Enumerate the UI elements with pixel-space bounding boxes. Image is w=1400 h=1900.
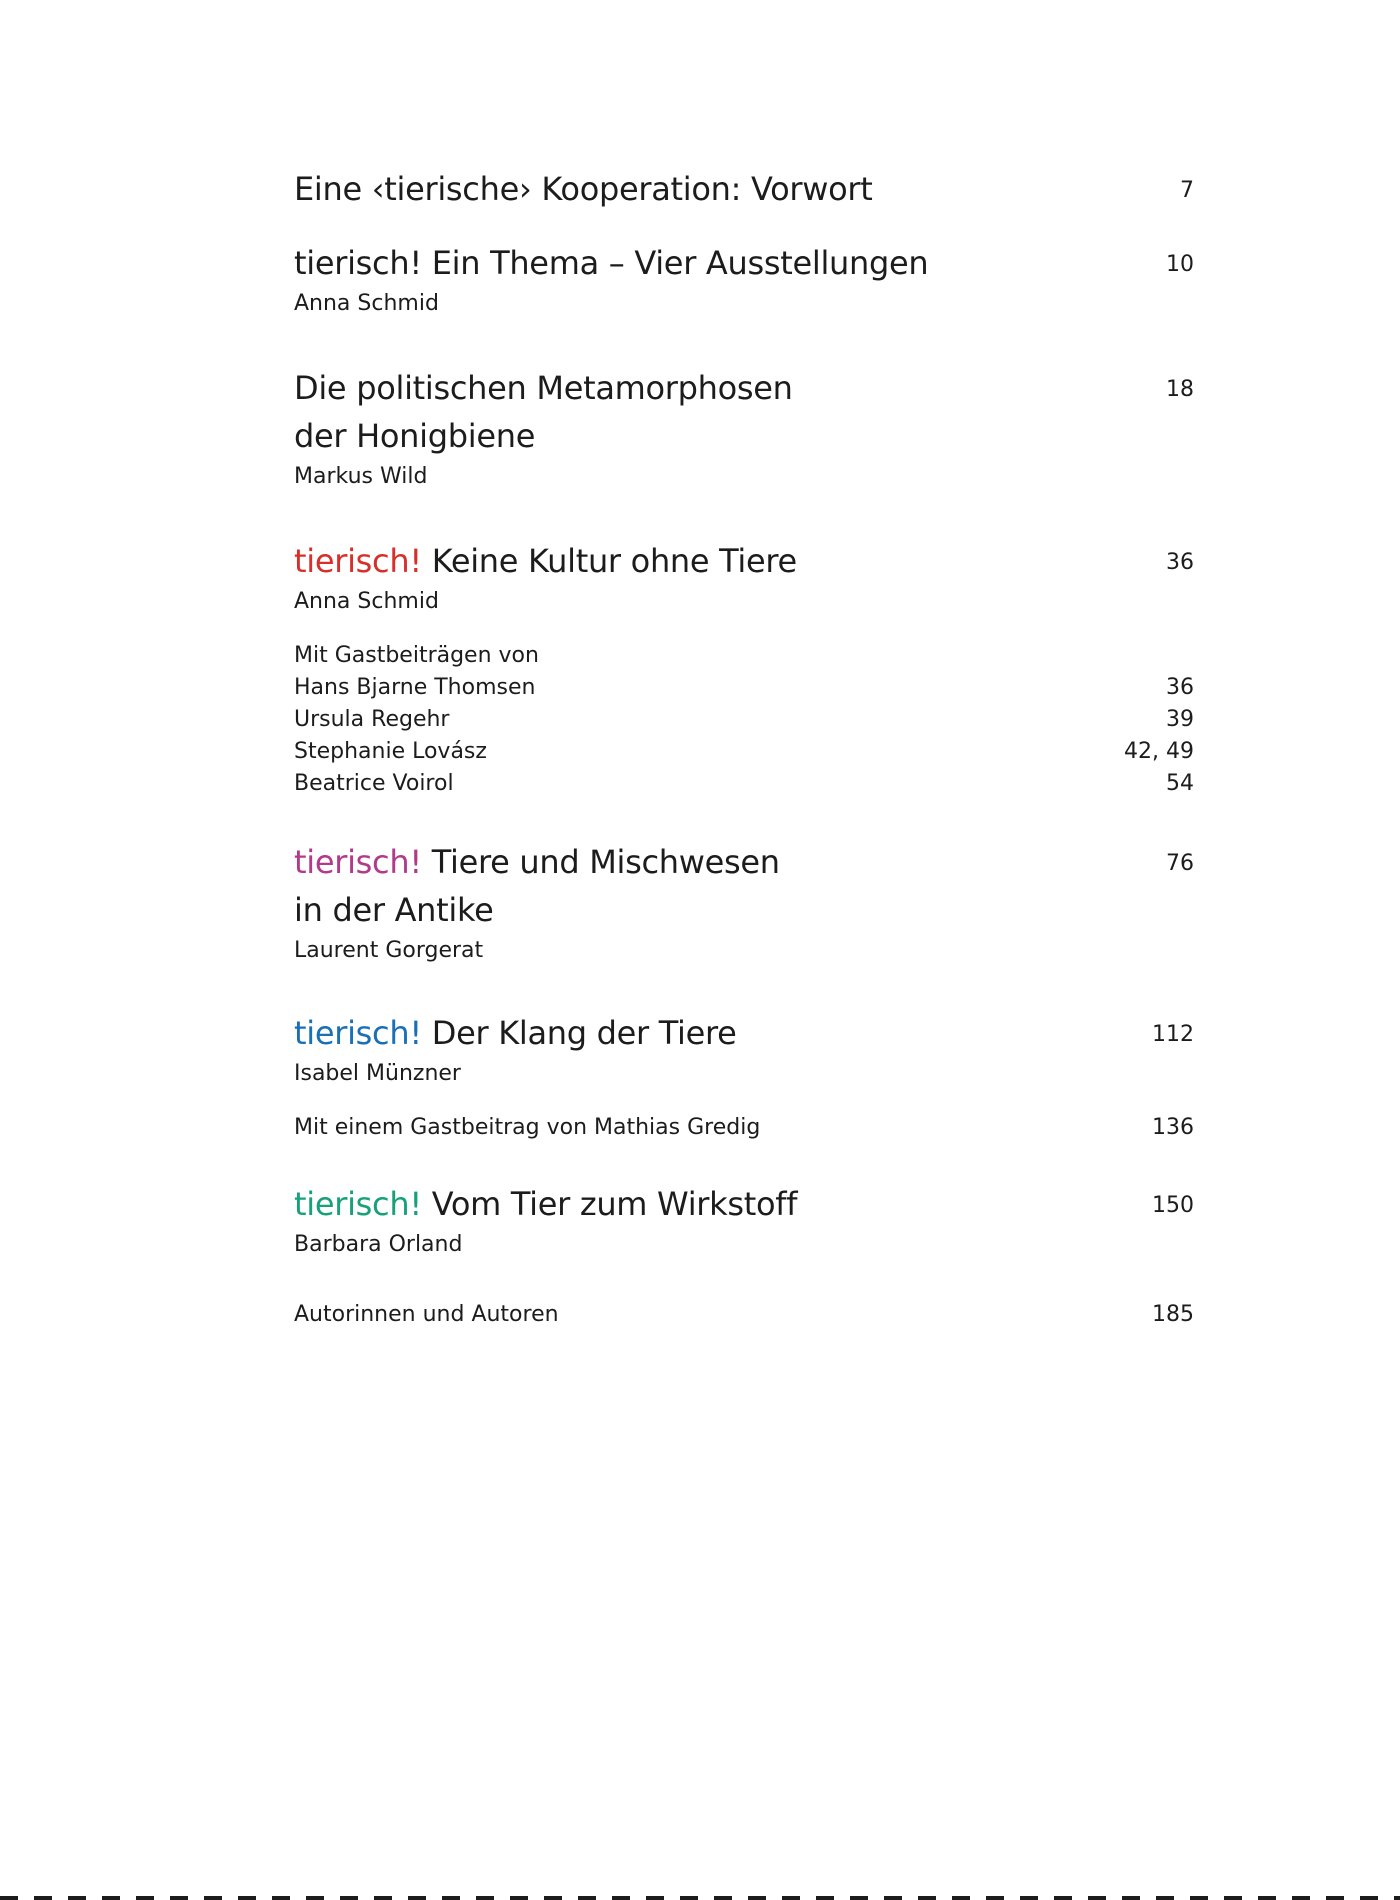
page-number: 185 xyxy=(1152,1302,1194,1327)
entry-title-line-1: Die politischen Metamorphosen xyxy=(294,369,793,407)
entry-title xyxy=(294,537,1194,585)
toc-entry-honigbiene xyxy=(294,364,1194,493)
entry-title-line-2: der Honigbiene xyxy=(294,417,536,455)
entry-author: Barbara Orland xyxy=(294,1232,463,1257)
title-highlight: tierisch! xyxy=(294,542,422,580)
toc-entry-wirkstoff xyxy=(294,1180,1194,1261)
entry-author: Laurent Gorgerat xyxy=(294,938,484,963)
title-text: Vom Tier zum Wirkstoff xyxy=(431,1185,798,1223)
title-text: Der Klang der Tiere xyxy=(431,1014,737,1052)
toc-entry-mischwesen xyxy=(294,838,1194,967)
page-number: 7 xyxy=(1180,178,1194,203)
title-text: Tiere und Mischwesen xyxy=(431,843,780,881)
dashed-border xyxy=(0,1896,1400,1900)
entry-title-line-1 xyxy=(294,838,1194,886)
entry-author: Markus Wild xyxy=(294,464,428,489)
guest-name: Ursula Regehr xyxy=(294,707,450,732)
page-number: 36 xyxy=(1166,550,1194,575)
title-highlight: tierisch! xyxy=(294,843,422,881)
entry-title: tierisch! Ein Thema – Vier Ausstellungen xyxy=(294,244,929,282)
guest-name: Stephanie Lovász xyxy=(294,739,487,764)
page-number: 136 xyxy=(1152,1115,1194,1140)
table-of-contents xyxy=(294,165,1194,1331)
page-number: 54 xyxy=(1166,771,1194,796)
page-number: 112 xyxy=(1152,1022,1194,1047)
toc-entry-autoren xyxy=(294,1299,1194,1331)
page-number: 18 xyxy=(1166,377,1194,402)
entry-title: Eine ‹tierische› Kooperation: Vorwort xyxy=(294,170,873,208)
guest-row xyxy=(294,672,1194,704)
page-number: 39 xyxy=(1166,707,1194,732)
guest-row xyxy=(294,1112,1194,1144)
guest-line: Mit einem Gastbeitrag von Mathias Gredig xyxy=(294,1115,761,1140)
title-text: Keine Kultur ohne Tiere xyxy=(431,542,797,580)
title-highlight: tierisch! xyxy=(294,1185,422,1223)
toc-entry-ein-thema xyxy=(294,239,1194,320)
title-highlight: tierisch! xyxy=(294,1014,422,1052)
guest-name: Beatrice Voirol xyxy=(294,771,454,796)
guest-contributions xyxy=(294,640,1194,800)
toc-entry-keine-kultur xyxy=(294,537,1194,618)
guest-row xyxy=(294,704,1194,736)
guest-name: Hans Bjarne Thomsen xyxy=(294,675,536,700)
toc-entry-vorwort xyxy=(294,165,1194,213)
page-number: 42, 49 xyxy=(1124,739,1194,764)
page-number: 150 xyxy=(1152,1193,1194,1218)
entry-title: Autorinnen und Autoren xyxy=(294,1302,559,1327)
page-number: 76 xyxy=(1166,851,1194,876)
entry-author: Isabel Münzner xyxy=(294,1061,461,1086)
entry-title-line-2: in der Antike xyxy=(294,891,494,929)
guest-row xyxy=(294,736,1194,768)
entry-author: Anna Schmid xyxy=(294,589,439,614)
page-number: 10 xyxy=(1166,252,1194,277)
entry-title xyxy=(294,1180,1194,1228)
page-number: 36 xyxy=(1166,675,1194,700)
entry-author: Anna Schmid xyxy=(294,291,439,316)
entry-title xyxy=(294,1009,1194,1057)
guest-row xyxy=(294,768,1194,800)
guest-intro: Mit Gastbeiträgen von xyxy=(294,643,539,668)
toc-entry-klang xyxy=(294,1009,1194,1090)
